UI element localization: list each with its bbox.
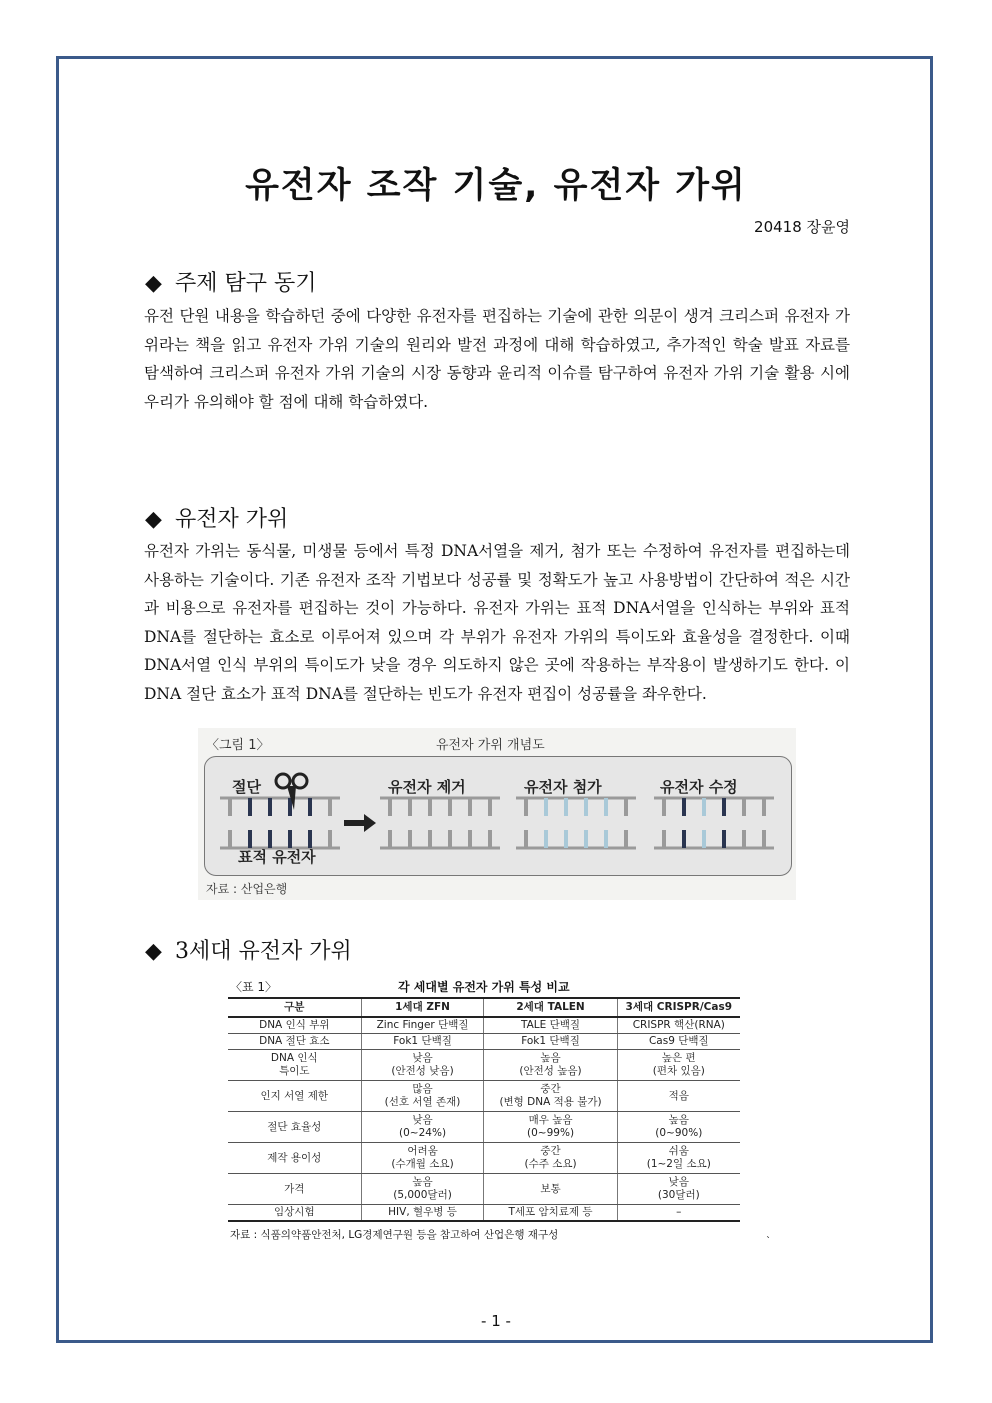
- table-cell: –: [617, 1205, 740, 1222]
- table-cell: 낮음 (안전성 낮음): [361, 1050, 484, 1081]
- gene-scissors-paragraph: 유전자 가위는 동식물, 미생물 등에서 특정 DNA서열을 제거, 첨가 또는 수정하여 유전자를 편집하는데 사용하는 기술이다. 기존 유전자 조작 기법보다 성공률 및 정확도가 높고 사용방법이 간단하여 적은 시간과 비용으로 유전자를 편집하는 것이 가능하다. 유전자 가위는 표적 DNA서열을 인식하는 부위와 표적 DNA를 절단하는 효소로 이루어져 있으며 각 부위가 유전자 가위의 특이도와 효율성을 결정한다. 이때 DNA서열 인식 부위의 특이도가 낮을 경우 의도하지 않은 곳에 작용하는 부작용이 발생하기도 한다. 이 DNA 절단 효소가 표적 DNA를 절단하는 빈도가 유전자 편집이 성공률을 좌우한다.: [144, 542, 850, 703]
- table-row: [228, 1143, 740, 1174]
- table-row: [228, 1017, 740, 1034]
- table-cell: 많음 (선호 서열 존재): [361, 1081, 484, 1112]
- table-cell: Cas9 단백질: [617, 1034, 740, 1050]
- label-gene-add: 유전자 첨가: [524, 778, 602, 796]
- table-cell: 높음 (0~90%): [617, 1112, 740, 1143]
- section-heading-motivation: [145, 266, 317, 297]
- table-cell: 중간 (수주 소요): [484, 1143, 617, 1174]
- table-cell: HIV, 혈우병 등: [361, 1205, 484, 1222]
- page-number: - 1 -: [481, 1312, 511, 1330]
- table-cell: 낮음 (0~24%): [361, 1112, 484, 1143]
- header-cell: 3세대 CRISPR/Cas9: [617, 998, 740, 1017]
- table-title: 각 세대별 유전자 가위 특성 비교: [398, 980, 570, 994]
- figure-title: 유전자 가위 개념도: [436, 738, 545, 753]
- figure-source: 자료 : 산업은행: [206, 882, 288, 896]
- row-label-cell: 제작 용이성: [228, 1143, 361, 1174]
- header-cell: 2세대 TALEN: [484, 998, 617, 1017]
- comparison-table: [228, 997, 740, 1222]
- figure-gene-scissors-concept: [198, 728, 796, 900]
- table-row: [228, 1050, 740, 1081]
- table-row: [228, 1112, 740, 1143]
- stray-mark: `: [766, 1236, 771, 1247]
- table-cell: CRISPR 핵산(RNA): [617, 1017, 740, 1034]
- table-cell: 어려움 (수개월 소요): [361, 1143, 484, 1174]
- row-label-cell: DNA 절단 효소: [228, 1034, 361, 1050]
- header-cell: 구분: [228, 998, 361, 1017]
- row-label-cell: 가격: [228, 1174, 361, 1205]
- table-cell: 높음 (안전성 높음): [484, 1050, 617, 1081]
- table-source: 자료 : 식품의약품안전처, LG경제연구원 등을 참고하여 산업은행 재구성: [230, 1229, 559, 1241]
- section-heading-third-gen: [145, 934, 352, 965]
- table-cell: 높은 편 (편차 있음): [617, 1050, 740, 1081]
- label-gene-modify: 유전자 수정: [660, 778, 738, 796]
- table-cell: T세포 암치료제 등: [484, 1205, 617, 1222]
- label-cut: 절단: [232, 778, 261, 796]
- dna-diagram: [198, 728, 796, 900]
- diamond-bullet-icon: ◆: [145, 271, 162, 296]
- table-cell: Zinc Finger 단백질: [361, 1017, 484, 1034]
- table-cell: Fok1 단백질: [361, 1034, 484, 1050]
- header-cell: 1세대 ZFN: [361, 998, 484, 1017]
- label-gene-remove: 유전자 제거: [388, 778, 466, 796]
- table-cell: 중간 (변형 DNA 적용 불가): [484, 1081, 617, 1112]
- table-cell: TALE 단백질: [484, 1017, 617, 1034]
- row-label-cell: 인지 서열 제한: [228, 1081, 361, 1112]
- heading-text: 주제 탐구 동기: [175, 271, 317, 296]
- table-row: [228, 1034, 740, 1050]
- table-cell: Fok1 단백질: [484, 1034, 617, 1050]
- table-row: [228, 1174, 740, 1205]
- figure-number: 〈그림 1〉: [206, 738, 270, 753]
- table-cell: 보통: [484, 1174, 617, 1205]
- diamond-bullet-icon: ◆: [145, 939, 162, 964]
- motivation-paragraph: 유전 단원 내용을 학습하던 중에 다양한 유전자를 편집하는 기술에 관한 의문이 생겨 크리스퍼 유전자 가위라는 책을 읽고 유전자 가위 기술의 원리와 발전 과정에 대해 학습하였고, 추가적인 학술 발표 자료를 탐색하여 크리스퍼 유전자 가위 기술의 시장 동향과 윤리적 이슈를 탐구하여 유전자 가위 기술 활용 시에 우리가 유의해야 할 점에 대해 학습하였다.: [144, 307, 850, 411]
- row-label-cell: 절단 효율성: [228, 1112, 361, 1143]
- table-number: 〈표 1〉: [230, 980, 278, 994]
- table-header-row: [228, 998, 740, 1017]
- table-cell: 매우 높음 (0~99%): [484, 1112, 617, 1143]
- author: 20418 장윤영: [754, 218, 850, 236]
- arrow-right-icon: [344, 814, 376, 832]
- row-label-cell: DNA 인식 특이도: [228, 1050, 361, 1081]
- table-row: [228, 1205, 740, 1222]
- heading-text: 유전자 가위: [175, 507, 289, 532]
- table-cell: 적음: [617, 1081, 740, 1112]
- row-label-cell: 임상시험: [228, 1205, 361, 1222]
- section-heading-gene-scissors: [145, 502, 288, 533]
- heading-text: 3세대 유전자 가위: [175, 939, 352, 964]
- table-row: [228, 1081, 740, 1112]
- label-target-gene: 표적 유전자: [238, 848, 316, 866]
- table-cell: 높음 (5,000달러): [361, 1174, 484, 1205]
- diamond-bullet-icon: ◆: [145, 507, 162, 532]
- document-title: 유전자 조작 기술, 유전자 가위: [245, 166, 747, 206]
- row-label-cell: DNA 인식 부위: [228, 1017, 361, 1034]
- table-cell: 낮음 (30달러): [617, 1174, 740, 1205]
- table-cell: 쉬움 (1~2일 소요): [617, 1143, 740, 1174]
